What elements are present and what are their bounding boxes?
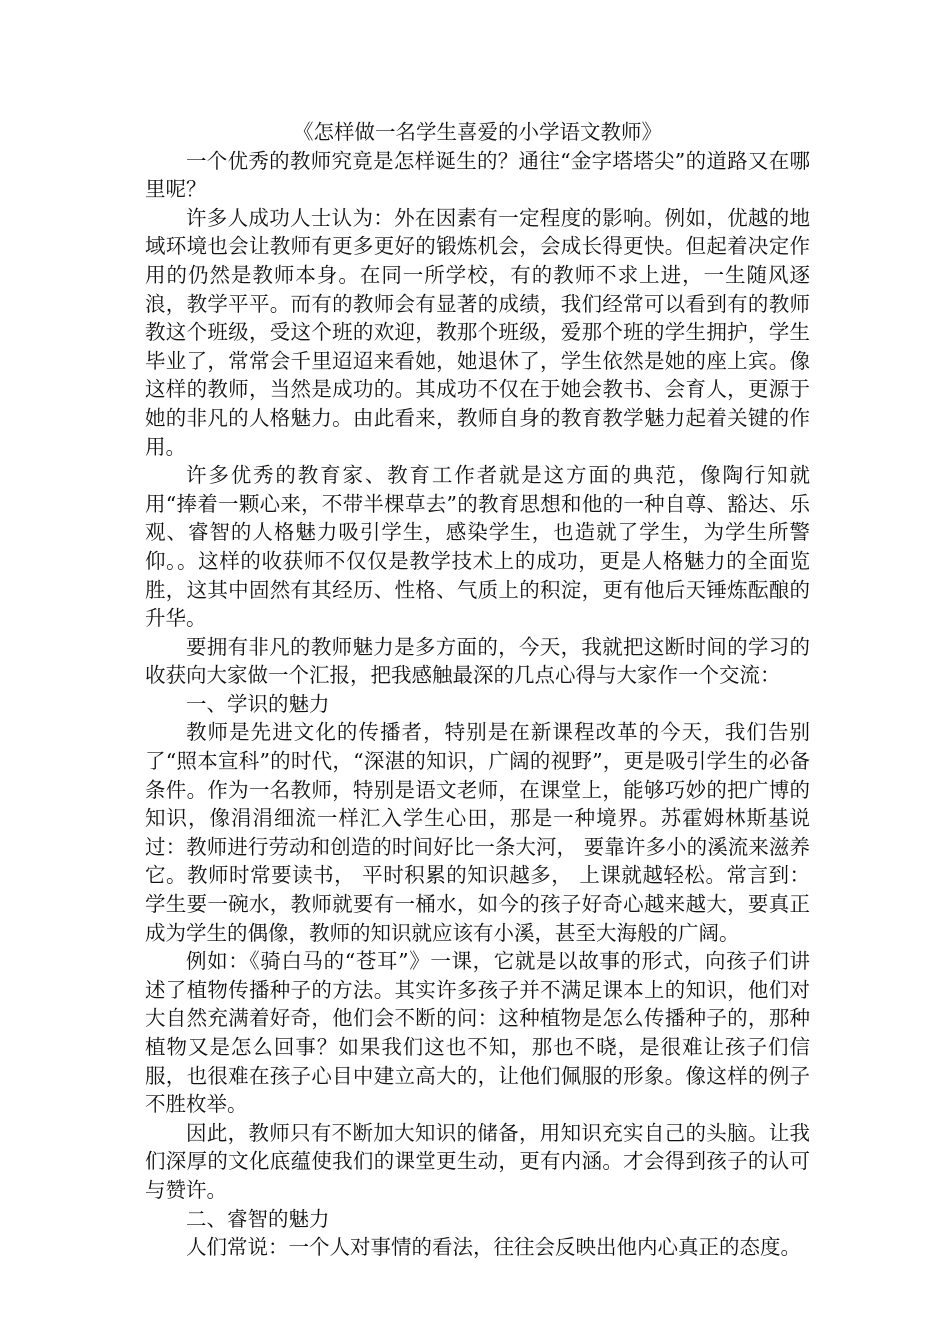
paragraph: 人们常说：一个人对事情的看法，往往会反映出他内心真正的态度。: [186, 1235, 801, 1260]
paragraph: 许多人成功人士认为：外在因素有一定程度的影响。例如，优越的地域环境也会让教师有更多更好的锻炼机会，会成长得更快。但起着决定作用的仍然是教师本身。在同一所学校，有的教师不求上进，一生随风逐浪，教学平平。而有的教师会有显著的成绩，我们经常可以看到有的教师教这个班级，受这个班的欢迎，教那个班级，爱那个班的学生拥护，学生毕业了，常常会千里迢迢来看她，她退休了，学生依然是她的座上宾。像这样的教师，当然是成功的。其成功不仅在于她会教书、会育人，更源于她的非凡的人格魅力。由此看来，教师自身的教育教学魅力起着关键的作用。: [145, 205, 810, 459]
document-title: 《怎样做一名学生喜爱的小学语文教师》: [293, 120, 662, 144]
paragraph: 教师是先进文化的传播者，特别是在新课程改革的今天，我们告别了“照本宣科”的时代，“深湛的知识，广阔的视野”，更是吸引学生的必备条件。作为一名教师，特别是语文老师，在课堂上，能够巧妙的把广博的知识，像涓涓细流一样汇入学生心田，那是一种境界。苏霍姆林斯基说过：教师进行劳动和创造的时间好比一条大河， 要靠许多小的溪流来滋养它。教师时常要读书， 平时积累的知识越多， 上课就越轻松。常言到：学生要一碗水，教师就要有一桶水，如今的孩子好奇心越来越大，要真正成为学生的偶像，教师的知识就应该有小溪，甚至大海般的广阔。: [145, 720, 810, 945]
paragraph: 一个优秀的教师究竟是怎样诞生的？通往“金字塔塔尖”的道路又在哪里呢？: [145, 148, 810, 202]
paragraph: 例如：《骑白马的“苍耳”》一课，它就是以故事的形式，向孩子们讲述了植物传播种子的方法。其实许多孩子并不满足课本上的知识，他们对大自然充满着好奇，他们会不断的问：这种植物是怎么传播种子的，那种植物又是怎么回事？如果我们这也不知，那也不晓，是很难让孩子们信服，也很难在孩子心目中建立高大的，让他们佩服的形象。像这样的例子不胜枚举。: [145, 949, 810, 1117]
paragraph: 要拥有非凡的教师魅力是多方面的，今天，我就把这断时间的学习的收获向大家做一个汇报，把我感触最深的几点心得与大家作一个交流：: [145, 634, 810, 688]
paragraph: 因此，教师只有不断加大知识的储备，用知识充实自己的头脑。让我们深厚的文化底蕴使我们的课堂更生动，更有内涵。才会得到孩子的认可与赞许。: [145, 1120, 810, 1202]
document-page: [145, 118, 810, 1262]
paragraph: 许多优秀的教育家、教育工作者就是这方面的典范，像陶行知就用“捧着一颗心来，不带半棵草去”的教育思想和他的一种自尊、豁达、乐观、睿智的人格魅力吸引学生，感染学生，也造就了学生，为学生所警仰。。这样的收获师不仅仅是教学技术上的成功，更是人格魅力的全面览胜，这其中固然有其经历、性格、气质上的积淀，更有他后天锤炼酝酿的升华。: [145, 463, 810, 631]
section-heading: 二、睿智的魅力: [186, 1206, 330, 1231]
section-heading: 一、学识的魅力: [186, 691, 330, 716]
